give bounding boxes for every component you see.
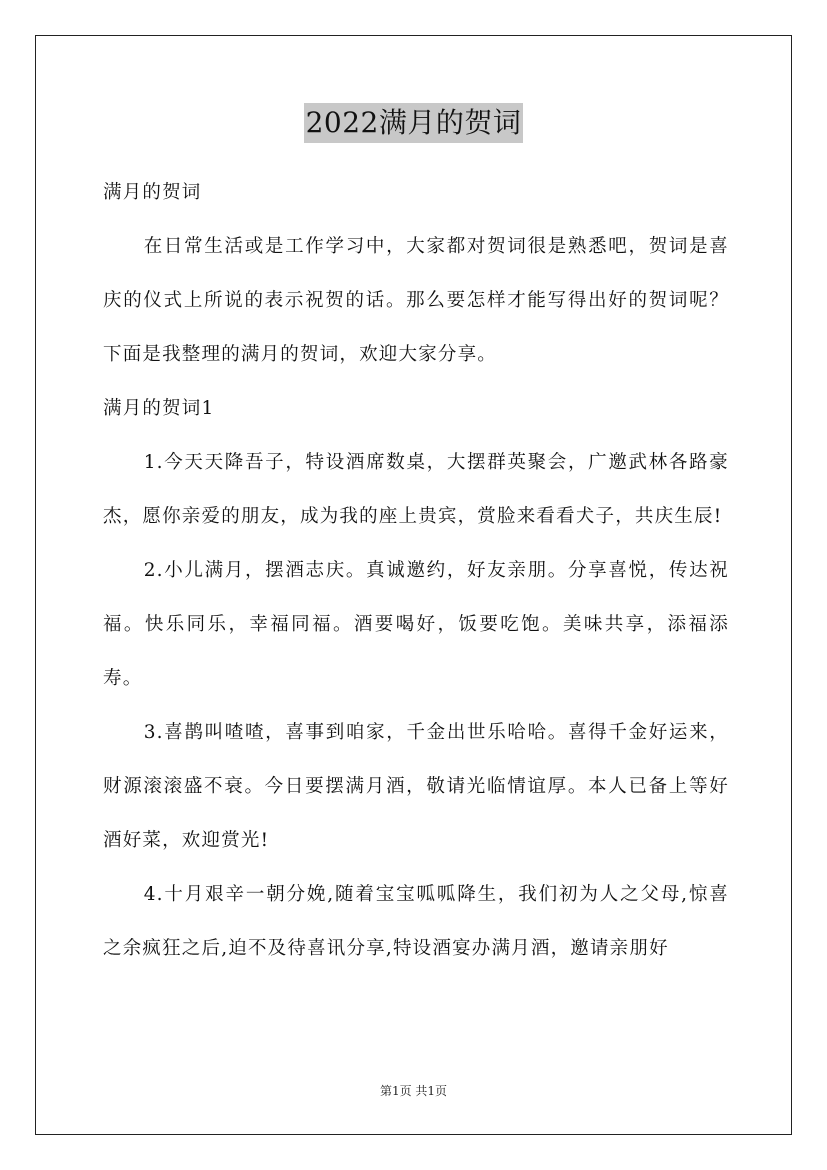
greeting-item-3: 3.喜鹊叫喳喳，喜事到咱家，千金出世乐哈哈。喜得千金好运来，财源滚滚盛不衰。今日要摆满月酒，敬请光临情谊厚。本人已备上等好酒好菜，欢迎赏光! (103, 722, 729, 851)
document-body (103, 166, 729, 976)
page-footer: 第1页 共1页 (379, 1084, 448, 1098)
greeting-item-2: 2.小儿满月，摆酒志庆。真诚邀约，好友亲朋。分享喜悦，传达祝福。快乐同乐，幸福同福。酒要喝好，饭要吃饱。美味共享，添福添寿。 (103, 560, 729, 689)
document-title: 2022满月的贺词 (304, 103, 524, 143)
section-heading: 满月的贺词 (103, 182, 202, 203)
greeting-item-4: 4.十月艰辛一朝分娩,随着宝宝呱呱降生，我们初为人之父母,惊喜之余疯狂之后,迫不及待喜讯分享,特设酒宴办满月酒，邀请亲朋好 (103, 884, 729, 959)
greeting-item-1: 1.今天天降吾子，特设酒席数桌，大摆群英聚会，广邀武林各路豪杰，愿你亲爱的朋友，成为我的座上贵宾，赏脸来看看犬子，共庆生辰! (103, 452, 729, 527)
section-heading-1: 满月的贺词1 (103, 398, 215, 419)
intro-paragraph: 在日常生活或是工作学习中，大家都对贺词很是熟悉吧，贺词是喜庆的仪式上所说的表示祝贺的话。那么要怎样才能写得出好的贺词呢？下面是我整理的满月的贺词，欢迎大家分享。 (103, 236, 729, 365)
title-container (0, 103, 827, 143)
